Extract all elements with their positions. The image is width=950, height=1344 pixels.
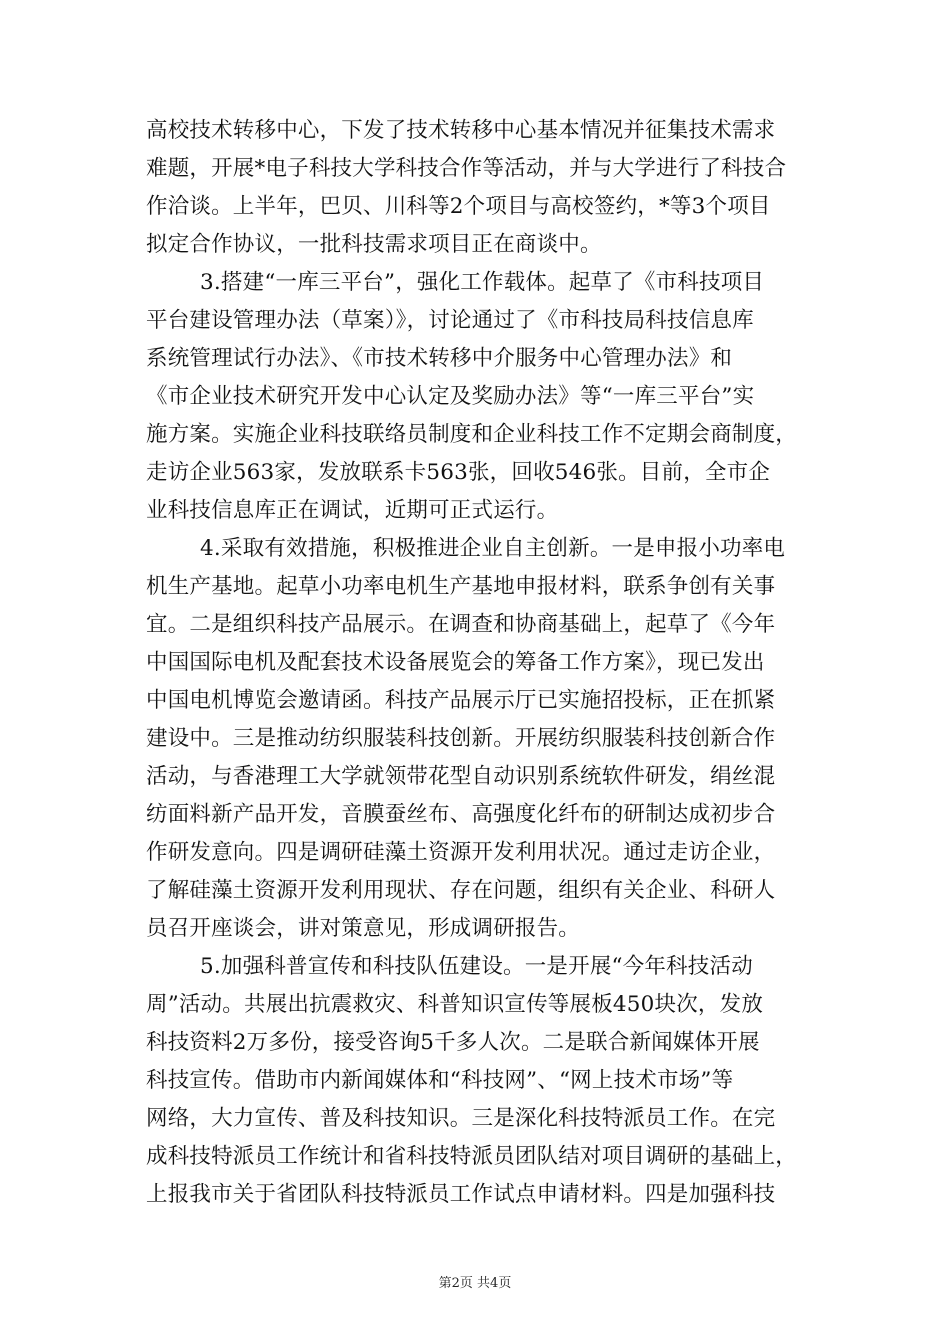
text-line: 宜。二是组织科技产品展示。在调查和协商基础上，起草了《今年 xyxy=(146,612,776,637)
text-line: 难题，开展*电子科技大学科技合作等活动，并与大学进行了科技合 xyxy=(146,156,787,181)
text-line: 作洽谈。上半年，巴贝、川科等2个项目与高校签约，*等3个项目 xyxy=(146,194,771,219)
paragraph-heading-5: 5.加强科普宣传和科技队伍建设。一是开展“今年科技活动 xyxy=(200,954,753,979)
text-line: 拟定合作协议，一批科技需求项目正在商谈中。 xyxy=(146,232,602,257)
text-line: 成科技特派员工作统计和省科技特派员团队结对项目调研的基础上， xyxy=(146,1144,798,1169)
text-line: 高校技术转移中心，下发了技术转移中心基本情况并征集技术需求 xyxy=(146,118,776,143)
text-line: 了解硅藻土资源开发利用现状、存在问题，组织有关企业、科研人 xyxy=(146,878,776,903)
text-line: 上报我市关于省团队科技特派员工作试点申请材料。四是加强科技 xyxy=(146,1182,776,1207)
text-line: 系统管理试行办法》、《市技术转移中介服务中心管理办法》和 xyxy=(146,346,733,371)
text-line: 机生产基地。起草小功率电机生产基地申报材料，联系争创有关事 xyxy=(146,574,776,599)
paragraph-heading-4: 4.采取有效措施，积极推进企业自主创新。一是申报小功率电 xyxy=(200,536,786,561)
text-line: 员召开座谈会，讲对策意见，形成调研报告。 xyxy=(146,916,581,941)
page-footer xyxy=(0,1275,950,1293)
text-line: 中国电机博览会邀请函。科技产品展示厅已实施招投标，正在抓紧 xyxy=(146,688,776,713)
text-line: 建设中。三是推动纺织服装科技创新。开展纺织服装科技创新合作 xyxy=(146,726,776,751)
page-number: 第2页 共4页 xyxy=(438,1276,512,1291)
text-line: 作研发意向。四是调研硅藻土资源开发利用状况。通过走访企业， xyxy=(146,840,776,865)
text-line: 科技资料2万多份，接受咨询5千多人次。二是联合新闻媒体开展 xyxy=(146,1030,760,1055)
text-line: 《市企业技术研究开发中心认定及奖励办法》等“一库三平台”实 xyxy=(146,384,755,409)
text-line: 科技宣传。借助市内新闻媒体和“科技网”、“网上技术市场”等 xyxy=(146,1068,734,1093)
text-line: 走访企业563家，发放联系卡563张，回收546张。目前，全市企 xyxy=(146,460,771,485)
text-line: 网络，大力宣传、普及科技知识。三是深化科技特派员工作。在完 xyxy=(146,1106,776,1131)
text-line: 施方案。实施企业科技联络员制度和企业科技工作不定期会商制度， xyxy=(146,422,798,447)
text-line: 活动，与香港理工大学就领带花型自动识别系统软件研发，绢丝混 xyxy=(146,764,776,789)
text-line: 平台建设管理办法（草案）》，讨论通过了《市科技局科技信息库 xyxy=(146,308,754,333)
text-line: 周”活动。共展出抗震救灾、科普知识宣传等展板450块次，发放 xyxy=(146,992,764,1017)
text-line: 中国国际电机及配套技术设备展览会的筹备工作方案》，现已发出 xyxy=(146,650,765,675)
paragraph-heading-3: 3.搭建“一库三平台”，强化工作载体。起草了《市科技项目 xyxy=(200,270,765,295)
text-line: 纺面料新产品开发，音膜蚕丝布、高强度化纤布的研制达成初步合 xyxy=(146,802,776,827)
text-line: 业科技信息库正在调试，近期可正式运行。 xyxy=(146,498,559,523)
